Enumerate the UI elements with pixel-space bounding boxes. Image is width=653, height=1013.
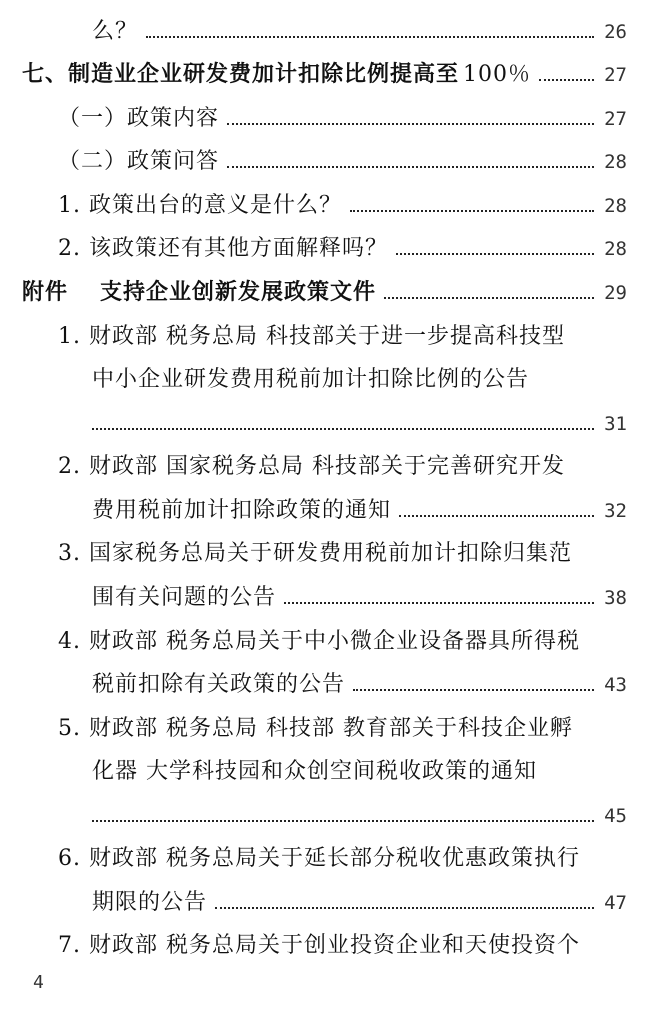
dot-leader [92, 427, 594, 430]
toc-entry-line2 [92, 495, 627, 527]
toc-entry[interactable] [58, 233, 627, 265]
toc-entry-line1[interactable]: 6. 财政部 税务总局关于延长部分税收优惠政策执行 [58, 846, 580, 871]
toc-entry[interactable] [58, 146, 627, 178]
dot-leader [396, 252, 594, 255]
toc-entry-title: 1. 政策出台的意义是什么？ [58, 193, 342, 218]
toc-entry-page: 47 [604, 892, 627, 914]
dot-leader [227, 165, 594, 168]
toc-appendix-heading[interactable] [22, 277, 627, 309]
toc-entry-line2: 化器 大学科技园和众创空间税收政策的通知 [92, 759, 537, 784]
toc-entry-leader-line [92, 800, 627, 832]
toc-entry-title: 税前扣除有关政策的公告 [92, 672, 346, 697]
toc-entry-page: 45 [604, 805, 627, 827]
appendix-label: 附件 [22, 280, 69, 305]
toc-entry-line2: 中小企业研发费用税前加计扣除比例的公告 [92, 367, 530, 392]
toc-entry-title: 围有关问题的公告 [92, 585, 277, 610]
toc-entry-title: 支持企业创新发展政策文件 [100, 280, 377, 305]
toc-entry-line2 [92, 887, 627, 919]
toc-entry-title: 费用税前加计扣除政策的通知 [92, 498, 392, 523]
toc-entry-line1[interactable]: 7. 财政部 税务总局关于创业投资企业和天使投资个 [58, 933, 580, 958]
toc-entry-line2 [92, 582, 627, 614]
dot-leader [146, 35, 594, 38]
toc-entry-line1[interactable]: 2. 财政部 国家税务总局 科技部关于完善研究开发 [58, 454, 565, 479]
toc-entry-page: 28 [604, 151, 627, 173]
toc-entry[interactable] [58, 190, 627, 222]
toc-entry-page: 28 [604, 195, 627, 217]
toc-entry-page: 28 [604, 238, 627, 260]
toc-entry-page: 38 [604, 587, 627, 609]
dot-leader [92, 819, 594, 822]
toc-entry-page: 29 [604, 282, 627, 304]
toc-entry-page: 27 [604, 64, 627, 86]
toc-entry-page: 31 [604, 413, 627, 435]
toc-entry[interactable] [58, 103, 627, 135]
toc-entry-title: 期限的公告 [92, 890, 208, 915]
dot-leader [399, 514, 594, 517]
dot-leader [227, 122, 594, 125]
toc-entry-line1[interactable]: 3. 国家税务总局关于研发费用税前加计扣除归集范 [58, 541, 572, 566]
toc-entry[interactable] [92, 16, 627, 48]
dot-leader [539, 78, 594, 81]
toc-entry-line1[interactable]: 5. 财政部 税务总局 科技部 教育部关于科技企业孵 [58, 716, 573, 741]
toc-section-heading[interactable] [22, 59, 627, 91]
toc-entry-line1[interactable]: 4. 财政部 税务总局关于中小微企业设备器具所得税 [58, 629, 580, 654]
toc-entry-suffix: 100％ [463, 62, 532, 87]
toc-entry-title: 七、制造业企业研发费加计扣除比例提高至 [22, 62, 460, 87]
toc-entry-line1[interactable]: 1. 财政部 税务总局 科技部关于进一步提高科技型 [58, 324, 565, 349]
toc-entry-leader-line [92, 408, 627, 440]
toc-entry-page: 27 [604, 108, 627, 130]
page-number: 4 [33, 972, 44, 993]
dot-leader [215, 906, 594, 909]
toc-entry-page: 43 [604, 674, 627, 696]
toc-entry-title: 么？ [92, 19, 139, 44]
toc-entry-title: 2. 该政策还有其他方面解释吗？ [58, 236, 388, 261]
toc-entry-page: 26 [604, 21, 627, 43]
dot-leader [384, 296, 594, 299]
dot-leader [353, 688, 594, 691]
dot-leader [284, 601, 594, 604]
dot-leader [350, 209, 594, 212]
toc-entry-line2 [92, 669, 627, 701]
toc-entry-page: 32 [604, 500, 627, 522]
toc-entry-title: （二）政策问答 [58, 149, 220, 174]
toc-entry-title: （一）政策内容 [58, 106, 220, 131]
